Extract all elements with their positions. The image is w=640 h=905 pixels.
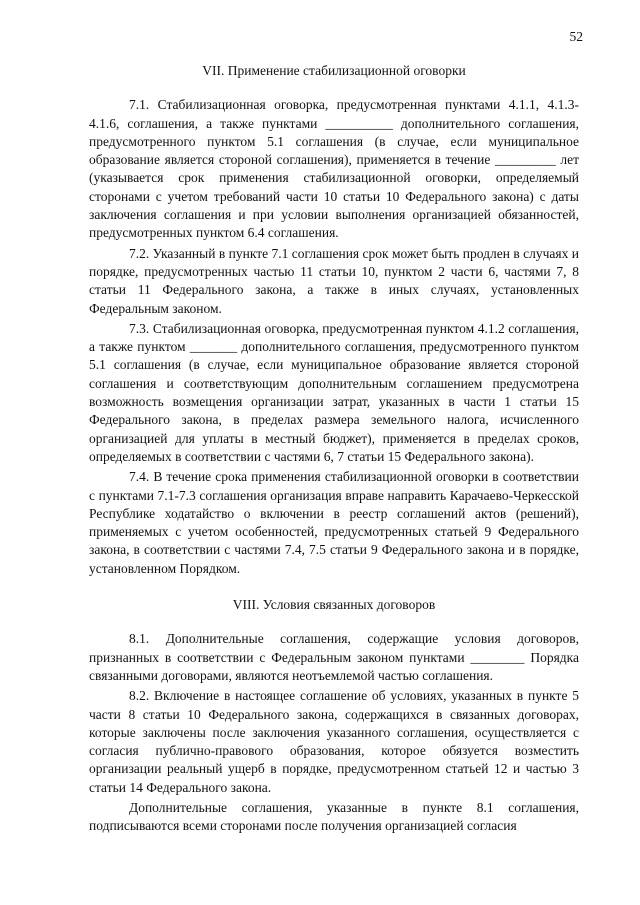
paragraph-7-3: 7.3. Стабилизационная оговорка, предусмотренная пунктом 4.1.2 соглашения, а также пунктом _______ дополнительного соглашения, предусмотренного пунктом 5.1 соглашения (в случае, если муниципальное образование является стороной соглашения и соответствующим дополнительным соглашением предусмотрена возможность возмещения организации затрат, указанных в части 1 статьи 15 Федерального закона, в пределах размера земельного налога, исчисленного организацией для уплаты в местный бюджет), применяется в пределах сроков, определяемых в соответствии с частями 6, 7 статьи 15 Федерального закона). [89, 320, 579, 464]
page-number: 52 [569, 29, 583, 44]
section-7-title: VII. Применение стабилизационной оговорки [202, 63, 466, 78]
paragraph-8-2: 8.2. Включение в настоящее соглашение об условиях, указанных в пункте 5 части 8 статьи 10 Федерального закона, содержащихся в связанных договорах, которые заключены после заключения указанного соглашения, осуществляется с согласия публично-правового образования, которое обязуется возместить организации реальный ущерб в порядке, предусмотренном статьей 12 и частью 3 статьи 14 Федерального закона. [89, 688, 579, 795]
paragraph-8-1: 8.1. Дополнительные соглашения, содержащие условия договоров, признанных в соответствии с Федеральным законом пунктами ________ Порядка связанными договорами, являются неотъемлемой частью соглашения. [89, 631, 579, 683]
paragraph-7-1: 7.1. Стабилизационная оговорка, предусмотренная пунктами 4.1.1, 4.1.3-4.1.6, соглашения, а также пунктами __________ дополнительного соглашения, предусмотренного пунктом 5.1 соглашения (в случае, если муниципальное образование является стороной соглашения), применяется в течение _________ лет (указывается срок применения стабилизационной оговорки, определяемый сторонами с учетом требований части 10 статьи 10 Федерального закона) с даты заключения соглашения и при условии выполнения организацией обязанностей, предусмотренных пунктом 6.4 соглашения. [89, 97, 579, 241]
paragraph-8-2-continued: Дополнительные соглашения, указанные в пункте 8.1 соглашения, подписываются всеми сторонами после получения организацией согласия [89, 799, 579, 834]
paragraph-7-4: 7.4. В течение срока применения стабилизационной оговорки в соответствии с пунктами 7.1-7.3 соглашения организация вправе направить Карачаево-Черкесской Республике ходатайство о включении в реестр соглашений актов (решений), применяемых с учетом особенностей, предусмотренных статьей 9 Федерального закона, в соответствии с частями 7.4, 7.5 статьи 9 Федерального закона и в порядке, установленном Порядком. [89, 469, 579, 576]
section-8-title: VIII. Условия связанных договоров [232, 597, 436, 613]
document-body [89, 62, 579, 838]
paragraph-7-2: 7.2. Указанный в пункте 7.1 соглашения срок может быть продлен в случаях и порядке, предусмотренных частью 11 статьи 10, пунктом 2 части 6, частями 7, 8 статьи 11 Федерального закона, а также в иных случаях, установленных Федеральным законом. [89, 245, 579, 316]
